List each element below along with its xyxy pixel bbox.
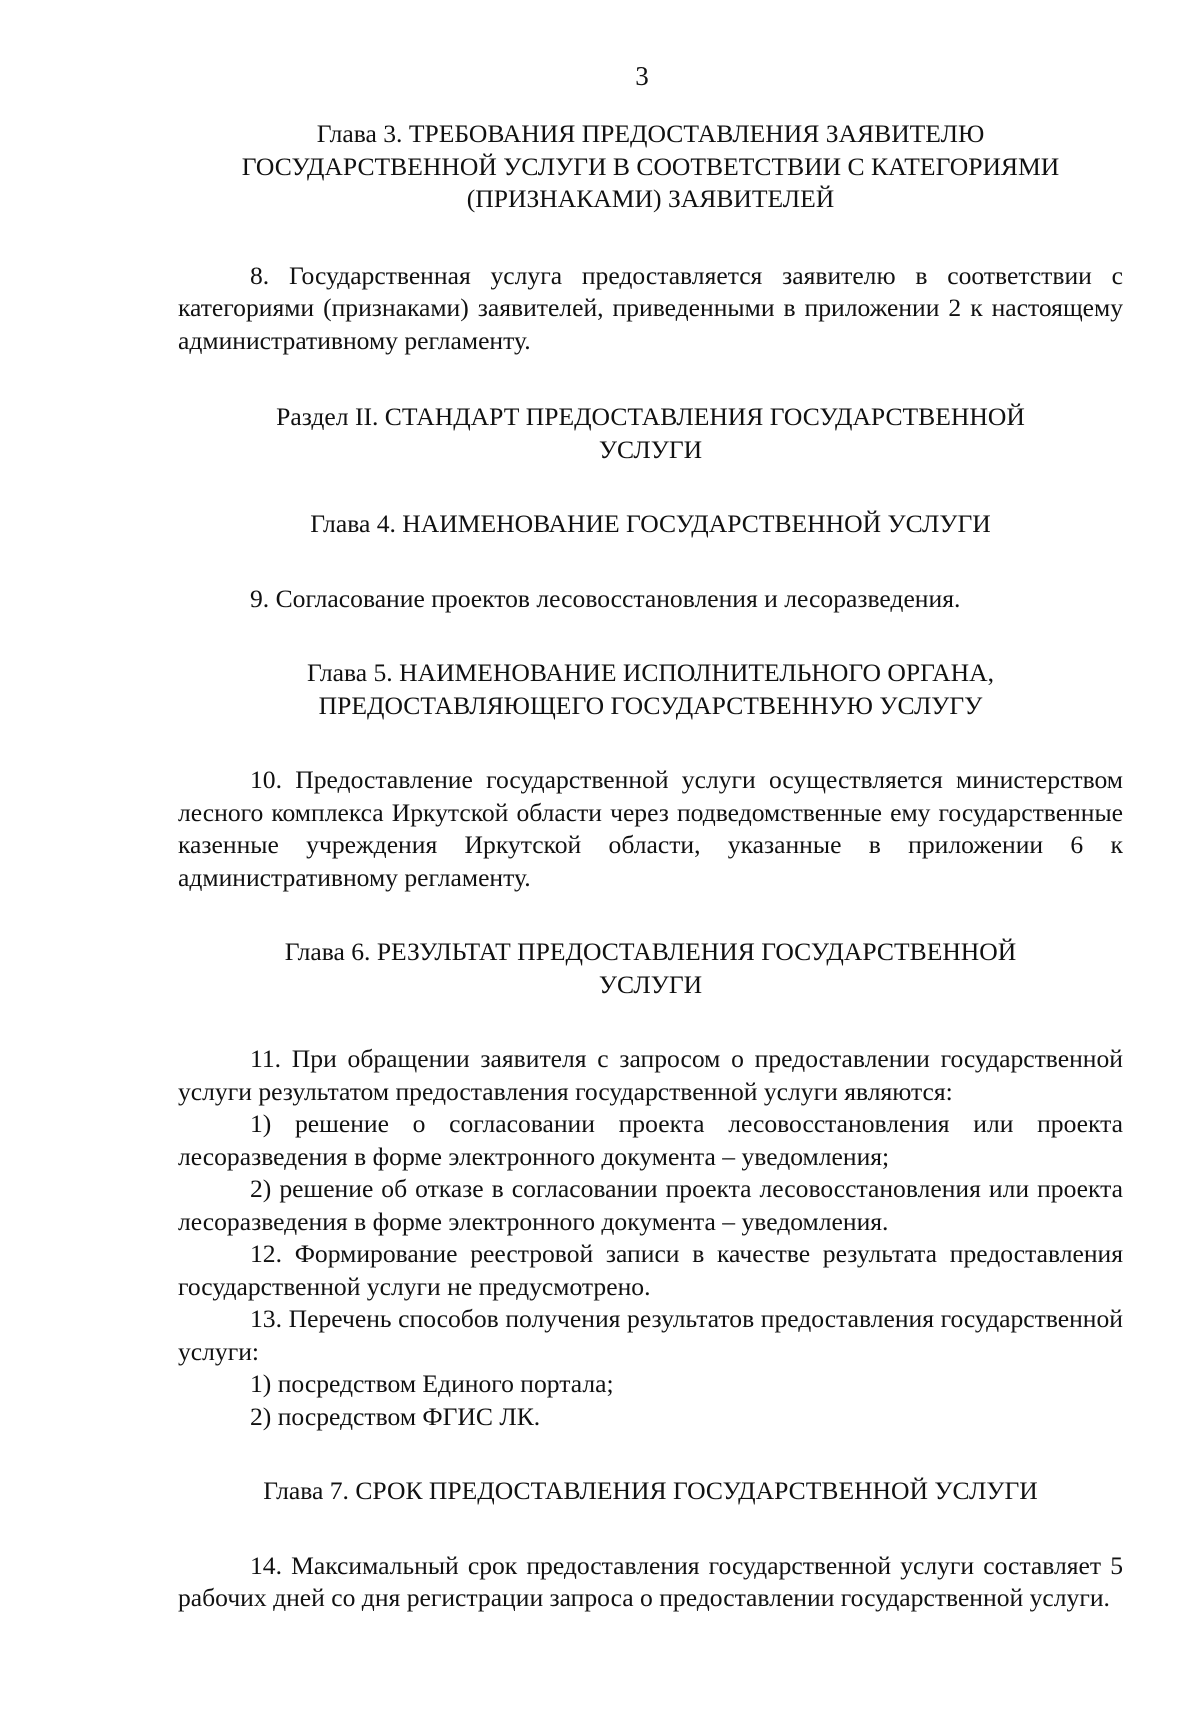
section-2-heading-line-2: УСЛУГИ bbox=[598, 434, 703, 464]
paragraph-14: 14. Максимальный срок предоставления государственной услуги составляет 5 рабочих дней со дня регистрации запроса о предоставлении государственной услуги. bbox=[178, 1550, 1123, 1612]
paragraph-13-item-2: 2) посредством ФГИС ЛК. bbox=[250, 1401, 541, 1431]
chapter-3-heading-line-3: (ПРИЗНАКАМИ) ЗАЯВИТЕЛЕЙ bbox=[466, 184, 835, 213]
section-2-heading-line-1: Раздел II. СТАНДАРТ ПРЕДОСТАВЛЕНИЯ ГОСУДАРСТВЕННОЙ bbox=[276, 402, 1025, 431]
paragraph-12: 12. Формирование реестровой записи в качестве результата предоставления государственной услуги не предусмотрено. bbox=[178, 1239, 1123, 1301]
chapter-4-heading: Глава 4. НАИМЕНОВАНИЕ ГОСУДАРСТВЕННОЙ УСЛУГИ bbox=[310, 509, 991, 538]
chapter-3-heading bbox=[178, 118, 1123, 216]
paragraph-13: 13. Перечень способов получения результатов предоставления государственной услуги: bbox=[178, 1304, 1123, 1366]
page-number: 3 bbox=[635, 61, 649, 91]
chapter-6-heading-line-1: Глава 6. РЕЗУЛЬТАТ ПРЕДОСТАВЛЕНИЯ ГОСУДАРСТВЕННОЙ bbox=[284, 937, 1017, 966]
document-body bbox=[178, 118, 1123, 1615]
chapter-5-heading bbox=[178, 657, 1123, 722]
paragraph-8: 8. Государственная услуга предоставляется заявителю в соответствии с категориями (признаками) заявителей, приведенными в приложении 2 к настоящему административному регламенту. bbox=[178, 260, 1123, 355]
chapter-3-heading-line-2: ГОСУДАРСТВЕННОЙ УСЛУГИ В СООТВЕТСТВИИ С КАТЕГОРИЯМИ bbox=[241, 151, 1060, 181]
paragraph-10: 10. Предоставление государственной услуги осуществляется министерством лесного комплекса Иркутской области через подведомственные ему государственные казенные учреждения Иркутской области, указанные в приложении 6 к административному регламенту. bbox=[178, 765, 1123, 892]
chapter-7-heading: Глава 7. СРОК ПРЕДОСТАВЛЕНИЯ ГОСУДАРСТВЕННОЙ УСЛУГИ bbox=[263, 1476, 1038, 1505]
paragraph-11-item-1: 1) решение о согласовании проекта лесовосстановления или проекта лесоразведения в форме электронного документа – уведомления; bbox=[178, 1109, 1123, 1171]
paragraph-11: 11. При обращении заявителя с запросом о предоставлении государственной услуги результатом предоставления государственной услуги являются: bbox=[178, 1044, 1123, 1106]
chapter-5-heading-line-1: Глава 5. НАИМЕНОВАНИЕ ИСПОЛНИТЕЛЬНОГО ОРГАНА, bbox=[307, 658, 994, 687]
paragraph-9: 9. Согласование проектов лесовосстановления и лесоразведения. bbox=[250, 583, 961, 613]
chapter-5-heading-line-2: ПРЕДОСТАВЛЯЮЩЕГО ГОСУДАРСТВЕННУЮ УСЛУГУ bbox=[318, 690, 983, 720]
paragraph-11-item-2: 2) решение об отказе в согласовании проекта лесовосстановления или проекта лесоразведения в форме электронного документа – уведомления. bbox=[178, 1174, 1123, 1236]
chapter-6-heading bbox=[178, 936, 1123, 1001]
section-2-heading bbox=[178, 401, 1123, 466]
paragraph-13-item-1: 1) посредством Единого портала; bbox=[250, 1369, 614, 1398]
chapter-3-heading-line-1: Глава 3. ТРЕБОВАНИЯ ПРЕДОСТАВЛЕНИЯ ЗАЯВИТЕЛЮ bbox=[316, 119, 985, 148]
chapter-6-heading-line-2: УСЛУГИ bbox=[598, 969, 703, 999]
